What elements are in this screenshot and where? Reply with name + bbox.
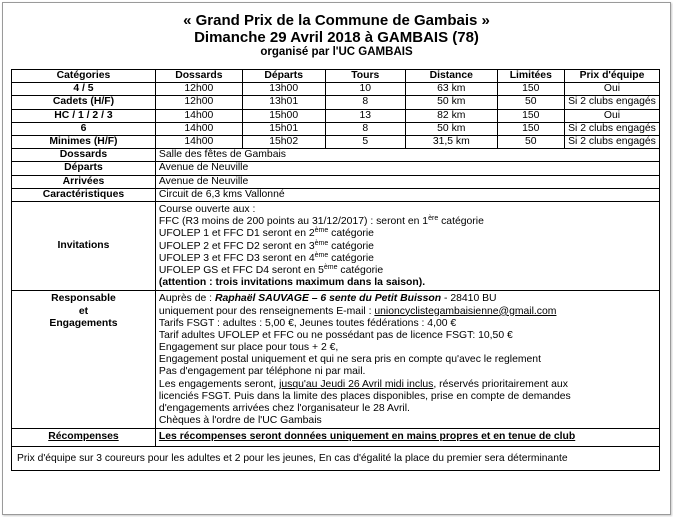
table-row: [12, 122, 660, 135]
table-row: [12, 96, 660, 109]
info-value: Avenue de Neuville: [155, 162, 659, 175]
race-departs: 13h01: [242, 96, 325, 109]
engagements-line: Engagement postal uniquement et qui ne sera pris en compte qu'avec le reglement: [158, 354, 541, 366]
engagements-line: Tarif adultes UFOLEP et FFC ou ne possédant pas de licence FSGT: 10,50 €: [158, 329, 513, 341]
race-prix: Si 2 clubs engagés: [564, 136, 659, 149]
invitation-line: UFOLEP 2 et FFC D2 seront en 3ème catégorie: [158, 239, 374, 252]
engagements-line: Engagement sur place pour tous + 2 €,: [158, 342, 339, 354]
info-value: Circuit de 6,3 kms Vallonné: [155, 188, 659, 201]
table-row: [12, 83, 660, 96]
race-tours: 10: [325, 83, 405, 96]
table-row: [12, 109, 660, 122]
race-category: HC / 1 / 2 / 3: [12, 109, 156, 122]
col-header-prix-equipe: Prix d'équipe: [564, 70, 659, 83]
engagements-line: Tarifs FSGT : adultes : 5,00 €, Jeunes toutes fédérations : 4,00 €: [158, 317, 457, 329]
invitation-line: UFOLEP GS et FFC D4 seront en 5ème catégorie: [158, 263, 384, 276]
table-header-row: [12, 70, 660, 83]
email-line: uniquement pour des renseignements E-mail : unioncyclistegambaisienne@gmail.com: [158, 305, 557, 317]
invitation-line: FFC (R3 moins de 200 points au 31/12/2017) : seront en 1ère catégorie: [158, 215, 484, 228]
race-dossards: 12h00: [155, 83, 242, 96]
info-row-departs: [12, 162, 660, 175]
engagements-line: licenciés FSGT. Puis dans la limite des places disponibles, prise en compte de demandes: [158, 390, 571, 402]
event-date-location: Dimanche 29 Avril 2018 à GAMBAIS (78): [194, 29, 479, 46]
engagements-line: Les engagements seront, jusqu'au Jeudi 26 Avril midi inclus, réservés prioritairement aux: [158, 378, 568, 390]
email-link[interactable]: unioncyclistegambaisienne@gmail.com: [374, 305, 557, 317]
info-row-dossards: [12, 149, 660, 162]
recompenses-row: [12, 429, 660, 446]
race-prix: Oui: [564, 83, 659, 96]
engagements-line: Chèques à l'ordre de l'UC Gambais: [158, 415, 322, 427]
invitations-row: [12, 202, 660, 291]
race-departs: 15h00: [242, 109, 325, 122]
invitation-line: UFOLEP 1 et FFC D1 seront en 2ème catégorie: [158, 227, 374, 240]
footnote-row: [12, 446, 660, 470]
col-header-dossards: Dossards: [155, 70, 242, 83]
race-info-table: [11, 69, 660, 471]
race-dossards: 14h00: [155, 136, 242, 149]
race-dossards: 14h00: [155, 122, 242, 135]
race-departs: 15h01: [242, 122, 325, 135]
info-row-caracteristiques: [12, 188, 660, 201]
invitations-label: Invitations: [12, 202, 156, 291]
engagements-content: [155, 291, 659, 429]
race-distance: 82 km: [406, 109, 498, 122]
race-distance: 50 km: [406, 96, 498, 109]
col-header-distance: Distance: [406, 70, 498, 83]
col-header-departs: Départs: [242, 70, 325, 83]
race-distance: 50 km: [406, 122, 498, 135]
table-row: [12, 136, 660, 149]
col-header-tours: Tours: [325, 70, 405, 83]
race-limitees: 50: [497, 96, 564, 109]
race-limitees: 150: [497, 122, 564, 135]
info-label: Arrivées: [12, 175, 156, 188]
race-distance: 63 km: [406, 83, 498, 96]
race-prix: Si 2 clubs engagés: [564, 122, 659, 135]
info-value: Avenue de Neuville: [155, 175, 659, 188]
recompenses-value: Les récompenses seront données uniquement en mains propres et en tenue de club: [155, 429, 659, 446]
race-prix: Si 2 clubs engagés: [564, 96, 659, 109]
col-header-categories: Catégories: [12, 70, 156, 83]
info-label: Départs: [12, 162, 156, 175]
info-value: Salle des fêtes de Gambais: [155, 149, 659, 162]
race-departs: 15h02: [242, 136, 325, 149]
engagements-label: Responsable et Engagements: [12, 291, 156, 429]
engagements-row: [12, 291, 660, 429]
team-prize-footnote: Prix d'équipe sur 3 coureurs pour les adultes et 2 pour les jeunes, En cas d'égalité la place du premier sera déterminante: [12, 446, 660, 470]
info-label: Caractéristiques: [12, 188, 156, 201]
document-header: [3, 12, 670, 59]
race-distance: 31,5 km: [406, 136, 498, 149]
race-limitees: 150: [497, 83, 564, 96]
race-prix: Oui: [564, 109, 659, 122]
race-limitees: 50: [497, 136, 564, 149]
race-category: Cadets (H/F): [12, 96, 156, 109]
engagements-line: d'engagements arrivées chez l'organisateur le 28 Avril.: [158, 403, 410, 415]
recompenses-label: Récompenses: [12, 429, 156, 446]
info-label: Dossards: [12, 149, 156, 162]
event-title: « Grand Prix de la Commune de Gambais »: [183, 12, 490, 29]
race-category: 4 / 5: [12, 83, 156, 96]
info-row-arrivees: [12, 175, 660, 188]
race-dossards: 14h00: [155, 109, 242, 122]
invitations-content: [155, 202, 659, 291]
race-departs: 13h00: [242, 83, 325, 96]
event-organizer: organisé par l'UC GAMBAIS: [260, 46, 413, 58]
organizer-contact: Auprès de : Raphaël SAUVAGE – 6 sente du Petit Buisson - 28410 BU: [158, 293, 497, 305]
invitation-line: UFOLEP 3 et FFC D3 seront en 4ème catégorie: [158, 251, 374, 264]
race-tours: 8: [325, 122, 405, 135]
race-tours: 5: [325, 136, 405, 149]
invitations-warning: (attention : trois invitations maximum dans la saison).: [158, 277, 426, 289]
race-tours: 13: [325, 109, 405, 122]
race-category: 6: [12, 122, 156, 135]
race-dossards: 12h00: [155, 96, 242, 109]
race-limitees: 150: [497, 109, 564, 122]
col-header-limitees: Limitées: [497, 70, 564, 83]
invitations-intro: Course ouverte aux :: [158, 204, 256, 216]
race-category: Minimes (H/F): [12, 136, 156, 149]
engagements-line: Pas d'engagement par téléphone ni par mail.: [158, 366, 366, 378]
race-tours: 8: [325, 96, 405, 109]
document-frame: [2, 2, 671, 515]
